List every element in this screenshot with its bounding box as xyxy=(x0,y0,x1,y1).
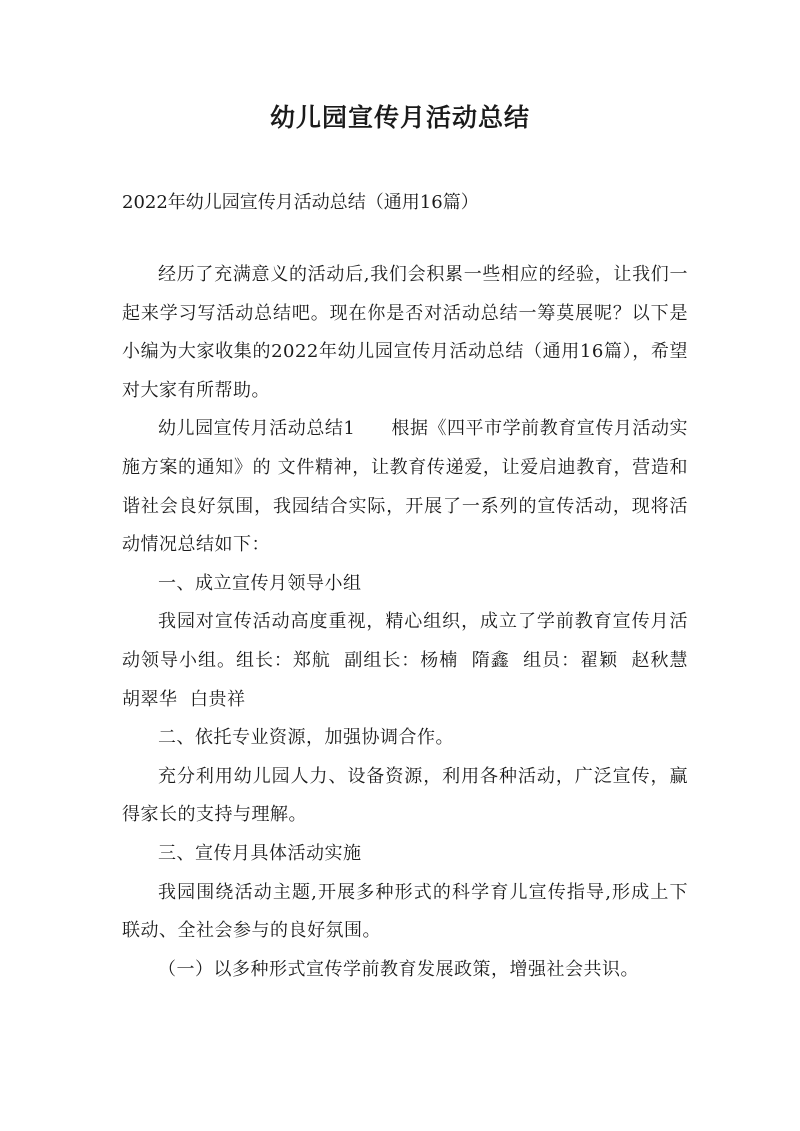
heading-activities: 三、宣传月具体活动实施 xyxy=(158,842,362,864)
document-title: 幼儿园宣传月活动总结 xyxy=(269,103,530,132)
document-body xyxy=(122,256,701,989)
resources-paragraph: 充分利用幼儿园人力、设备资源，利用各种活动，广泛宣传，赢得家长的支持与理解。 xyxy=(122,765,688,826)
section-1-text: 根据《四平市学前教育宣传月活动实施方案的通知》的 文件精神，让教育传递爱，让爱启迪教育，营造和谐社会良好氛围，我园结合实际，开展了一系列的宣传活动，现将活动情况总结如下： xyxy=(122,418,689,556)
activities-paragraph: 我园围绕活动主题,开展多种形式的科学育儿宣传指导,形成上下联动、全社会参与的良好氛围。 xyxy=(122,881,688,942)
intro-paragraph: 经历了充满意义的活动后,我们会积累一些相应的经验，让我们一起来学习写活动总结吧。现在你是否对活动总结一筹莫展呢？以下是小编为大家收集的2022年幼儿园宣传月活动总结（通用16篇），希望对大家有所帮助。 xyxy=(122,264,688,401)
document-subtitle: 2022年幼儿园宣传月活动总结（通用16篇） xyxy=(122,192,479,213)
policy-paragraph: （一）以多种形式宣传学前教育发展政策，增强社会共识。 xyxy=(158,958,639,980)
heading-resources: 二、依托专业资源，加强协调合作。 xyxy=(158,727,454,749)
section-heading-1: 幼儿园宣传月活动总结1 xyxy=(158,418,356,440)
heading-leadership-group: 一、成立宣传月领导小组 xyxy=(158,572,362,594)
section-1-paragraph xyxy=(122,410,688,564)
leadership-paragraph: 我园对宣传活动高度重视，精心组织，成立了学前教育宣传月活动领导小组。组长：郑航 副组长：杨楠 隋鑫 组员：翟颖 赵秋慧 胡翠华 白贵祥 xyxy=(122,611,701,710)
